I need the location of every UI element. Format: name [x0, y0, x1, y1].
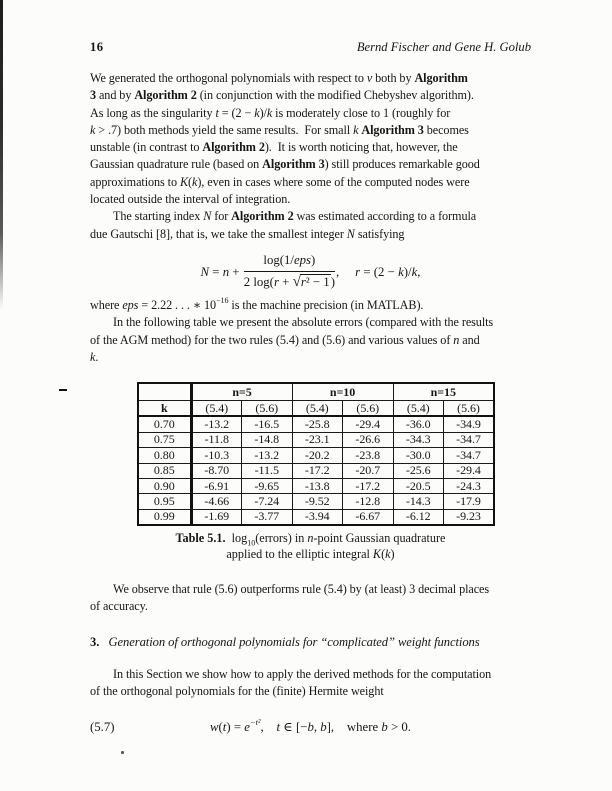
text-segment: -point Gaussian quadrature	[313, 531, 446, 545]
text-segment: of the orthogonal polynomials for the (finite) Hermite weight	[90, 684, 384, 699]
text-segment: ,	[417, 264, 421, 279]
equation-hermite-weight	[90, 716, 531, 744]
text-line	[90, 683, 550, 700]
text-segment: Algorithm 3	[361, 122, 424, 137]
text-segment: applied to the elliptic integral	[226, 547, 373, 562]
table-row	[138, 432, 494, 447]
k-value-cell: 0.90	[138, 478, 191, 493]
text-segment: e	[244, 720, 250, 734]
text-segment: r	[355, 264, 361, 279]
text-segment: log(1/	[263, 253, 294, 267]
column-header-cell: (5.6)	[444, 401, 495, 417]
text-segment: K	[372, 547, 382, 562]
text-segment: ), even in cases where some of the computed nodes were	[197, 174, 470, 189]
column-header-cell: (5.6)	[343, 401, 394, 417]
table-group-header-row	[138, 383, 494, 401]
text-segment: Generation of orthogonal polynomials for “complicated” weight functions	[108, 635, 480, 649]
text-line	[90, 87, 550, 104]
page-header	[90, 40, 531, 55]
column-header-cell: (5.6)	[242, 401, 293, 417]
error-value-cell: -3.77	[242, 509, 293, 525]
text-segment: N	[203, 209, 212, 224]
error-value-cell: -6.12	[393, 509, 444, 525]
text-segment: Algorithm 2	[202, 140, 265, 155]
table-row	[138, 478, 494, 493]
error-value-cell: -9.65	[242, 478, 293, 493]
table-row	[138, 463, 494, 478]
paragraph-intro	[90, 70, 550, 243]
text-segment: for	[211, 209, 232, 224]
equation-body	[90, 716, 531, 735]
text-segment: We observe that rule (5.6) outperforms rule (5.4) by (at least) 3 decimal places	[113, 582, 490, 596]
text-segment: N	[200, 264, 210, 279]
error-value-cell: -14.3	[393, 494, 444, 509]
text-segment: = (2 −	[360, 264, 399, 279]
text-segment: The starting index	[113, 209, 204, 224]
text-segment: )	[311, 253, 316, 267]
text-line	[90, 349, 550, 366]
text-segment: and by	[96, 88, 135, 103]
equation-tag: (5.7)	[90, 720, 115, 734]
text-segment: Algorithm 2	[231, 209, 294, 224]
text-line	[90, 598, 550, 615]
text-segment: k	[411, 264, 418, 279]
text-segment: b	[320, 720, 327, 734]
text-segment: both by	[372, 71, 415, 85]
text-segment: .	[95, 349, 99, 364]
text-segment: k	[90, 122, 96, 137]
text-segment: N	[346, 226, 355, 241]
text-segment: w	[209, 720, 219, 734]
text-line	[90, 297, 550, 314]
text-segment: r	[273, 275, 279, 289]
error-value-cell: -34.7	[444, 448, 495, 463]
text-line	[90, 122, 550, 139]
fraction	[244, 253, 335, 291]
text-segment: becomes	[423, 122, 469, 137]
error-value-cell: -20.5	[393, 478, 444, 493]
denominator-prefix	[244, 275, 293, 289]
error-value-cell: -11.5	[242, 463, 293, 478]
margin-dash-artifact	[59, 389, 67, 391]
fraction-denominator	[244, 272, 335, 292]
text-segment: ,	[260, 720, 277, 734]
error-value-cell: -9.23	[444, 509, 495, 525]
text-segment: b	[307, 720, 314, 734]
table-row	[138, 448, 494, 463]
k-value-cell: 0.85	[138, 463, 191, 478]
error-value-cell: -29.4	[444, 463, 495, 478]
group-header-cell: n=15	[393, 383, 494, 401]
text-line	[90, 174, 550, 191]
text-line	[90, 105, 550, 122]
text-segment: = 2.22 . . . ∗ 10	[138, 298, 217, 312]
text-segment: of the AGM method) for the two rules (5.4) and (5.6) and various values of	[90, 332, 454, 347]
text-line	[90, 191, 550, 208]
error-value-cell: -24.3	[444, 478, 495, 493]
text-line	[90, 314, 550, 331]
text-line	[90, 581, 550, 598]
error-value-cell: -4.66	[191, 494, 242, 509]
error-value-cell: -25.6	[393, 463, 444, 478]
column-header-cell: (5.4)	[292, 401, 343, 417]
error-value-cell: -10.3	[191, 448, 242, 463]
text-segment: ∈ [−	[280, 720, 308, 734]
section-heading	[90, 634, 550, 651]
text-segment: ], where	[326, 720, 382, 734]
text-line	[90, 226, 550, 243]
text-segment: eps	[122, 298, 139, 312]
text-segment: = (2 −	[218, 105, 255, 120]
text-segment: due Gautschi [8], that is, we take the smallest integer	[90, 226, 347, 241]
text-segment: k	[385, 547, 391, 562]
text-segment: (errors) in	[255, 531, 308, 545]
text-segment	[99, 635, 108, 649]
text-segment: (	[188, 174, 193, 189]
error-value-cell: -13.8	[292, 478, 343, 493]
text-segment: and	[459, 332, 480, 347]
table-row	[138, 416, 494, 432]
error-value-cell: -34.3	[393, 432, 444, 447]
k-value-cell: 0.95	[138, 494, 191, 509]
error-value-cell: -17.2	[292, 463, 343, 478]
paragraph-section-intro	[90, 666, 550, 701]
page-number: 16	[90, 40, 104, 54]
text-line	[90, 156, 550, 173]
text-segment: )	[390, 547, 395, 562]
table-row	[138, 494, 494, 509]
text-segment: We generated the orthogonal polynomials with respect to	[90, 71, 367, 85]
error-value-cell: -13.2	[242, 448, 293, 463]
text-segment: −t²	[249, 716, 261, 727]
text-segment: Algorithm 3	[262, 157, 325, 172]
text-segment: =	[209, 264, 223, 279]
text-segment: 3.	[90, 635, 100, 649]
error-value-cell: -17.2	[343, 478, 394, 493]
text-segment: approximations to	[90, 174, 180, 189]
table-head	[138, 383, 494, 416]
text-segment: +	[229, 264, 243, 279]
running-head: Bernd Fischer and Gene H. Golub	[356, 40, 531, 54]
k-value-cell: 0.70	[138, 416, 191, 432]
text-line	[90, 530, 531, 546]
error-value-cell: -26.6	[343, 432, 394, 447]
scan-edge-artifact	[0, 0, 3, 310]
error-value-cell: -30.0	[393, 448, 444, 463]
text-segment: is moderately close to 1 (roughly for	[272, 105, 451, 120]
text-segment: ). It is worth noticing that, however, the	[264, 140, 458, 155]
error-value-cell: -13.2	[191, 416, 242, 432]
text-segment: ² − 1	[305, 275, 330, 289]
fraction-numerator	[244, 253, 335, 272]
column-header-cell: (5.4)	[191, 401, 242, 417]
text-segment: )	[330, 275, 335, 289]
error-value-cell: -6.91	[191, 478, 242, 493]
error-value-cell: -3.94	[292, 509, 343, 525]
text-segment: ) =	[226, 720, 245, 734]
text-segment: ,	[335, 264, 356, 279]
paragraph-observation	[90, 581, 550, 616]
equation-starting-index	[90, 247, 531, 297]
k-value-cell: 0.99	[138, 509, 191, 525]
text-segment: k	[398, 264, 404, 279]
error-value-cell: -17.9	[444, 494, 495, 509]
group-header-cell: n=5	[191, 383, 292, 401]
error-value-cell: -11.8	[191, 432, 242, 447]
text-line	[90, 546, 531, 562]
text-segment: satisfying	[354, 226, 405, 241]
text-line	[90, 70, 550, 87]
text-segment: > .7) both methods yield the same results. For small	[95, 122, 354, 137]
text-segment: Table 5.1.	[175, 531, 226, 545]
error-value-cell: -7.24	[242, 494, 293, 509]
text-segment: unstable (in contrast to	[90, 140, 203, 155]
error-value-cell: -20.7	[343, 463, 394, 478]
text-segment: k	[266, 105, 273, 120]
text-line	[90, 139, 550, 156]
text-segment: of accuracy.	[90, 599, 148, 614]
error-value-cell: -25.8	[292, 416, 343, 432]
error-value-cell: -34.9	[444, 416, 495, 432]
text-segment: As long as the singularity	[90, 105, 216, 120]
text-segment: eps	[293, 253, 312, 267]
text-segment: (	[381, 547, 386, 562]
text-segment: In this Section we show how to apply the derived methods for the computation	[113, 667, 492, 681]
text-segment: (	[218, 720, 223, 734]
text-line	[90, 666, 550, 683]
text-segment: Algorithm 2	[134, 88, 197, 103]
group-header-cell: n=10	[292, 383, 393, 401]
error-value-cell: -8.70	[191, 463, 242, 478]
text-line	[90, 208, 550, 225]
text-segment: ) still produces remarkable good	[324, 157, 480, 172]
text-segment: is the machine precision (in MATLAB).	[228, 298, 424, 312]
text-segment: )/	[259, 105, 267, 120]
table-caption	[90, 530, 531, 562]
sqrt-content	[300, 274, 331, 289]
text-segment: In the following table we present the absolute errors (compared with the results	[113, 315, 494, 330]
error-value-cell: -14.8	[242, 432, 293, 447]
sqrt-radical-symbol: √	[292, 274, 301, 290]
text-segment: where	[90, 298, 123, 312]
text-segment: n	[307, 531, 314, 545]
table-row	[138, 509, 494, 525]
stray-dot-artifact	[121, 751, 124, 754]
text-segment: (in conjunction with the modified Chebyshev algorithm).	[196, 88, 474, 103]
text-line	[90, 634, 550, 651]
text-line	[90, 332, 550, 349]
text-segment: located outside the interval of integration.	[90, 192, 291, 207]
error-value-cell: -34.7	[444, 432, 495, 447]
text-segment: +	[278, 275, 293, 289]
k-value-cell: 0.80	[138, 448, 191, 463]
errors-table	[137, 382, 495, 526]
text-segment: v	[366, 71, 373, 85]
text-segment: b	[381, 720, 388, 734]
text-segment: Gaussian quadrature rule (based on	[90, 157, 263, 172]
error-value-cell: -9.52	[292, 494, 343, 509]
error-value-cell: -6.67	[343, 509, 394, 525]
denominator-suffix	[331, 275, 335, 289]
text-segment: was estimated according to a formula	[293, 209, 477, 224]
text-segment: r	[300, 275, 306, 289]
text-segment: log	[225, 531, 248, 545]
text-segment: ,	[313, 720, 321, 734]
error-value-cell: -16.5	[242, 416, 293, 432]
error-value-cell: -36.0	[393, 416, 444, 432]
equation-rhs	[336, 265, 421, 280]
text-segment: n	[222, 264, 230, 279]
column-header-cell: (5.4)	[393, 401, 444, 417]
text-segment: k	[192, 174, 198, 189]
group-header-cell	[138, 383, 191, 401]
text-segment: K	[179, 174, 189, 189]
error-value-cell: -23.1	[292, 432, 343, 447]
text-segment: k	[254, 105, 260, 120]
text-segment: t	[215, 105, 219, 120]
text-segment: n	[453, 332, 460, 347]
equation-lhs	[201, 265, 243, 280]
k-value-cell: 0.75	[138, 432, 191, 447]
error-value-cell: -20.2	[292, 448, 343, 463]
error-value-cell: -1.69	[191, 509, 242, 525]
text-segment: t	[222, 720, 227, 734]
text-segment: )/	[403, 264, 412, 279]
column-header-cell: k	[138, 401, 191, 417]
text-segment: 2 log(	[243, 275, 274, 289]
text-segment: Algorithm	[414, 71, 468, 85]
error-value-cell: -12.8	[343, 494, 394, 509]
table-body	[138, 416, 494, 525]
error-value-cell: -29.4	[343, 416, 394, 432]
text-segment: k	[90, 349, 96, 364]
error-value-cell: -23.8	[343, 448, 394, 463]
table-subheader-row	[138, 401, 494, 417]
text-segment: > 0.	[387, 720, 411, 734]
text-segment: k	[353, 122, 359, 137]
text-segment: t	[276, 720, 281, 734]
text-segment: −16	[216, 296, 229, 306]
text-segment: 3	[90, 88, 97, 103]
text-segment: 10	[247, 538, 256, 548]
paragraph-precision	[90, 297, 550, 366]
